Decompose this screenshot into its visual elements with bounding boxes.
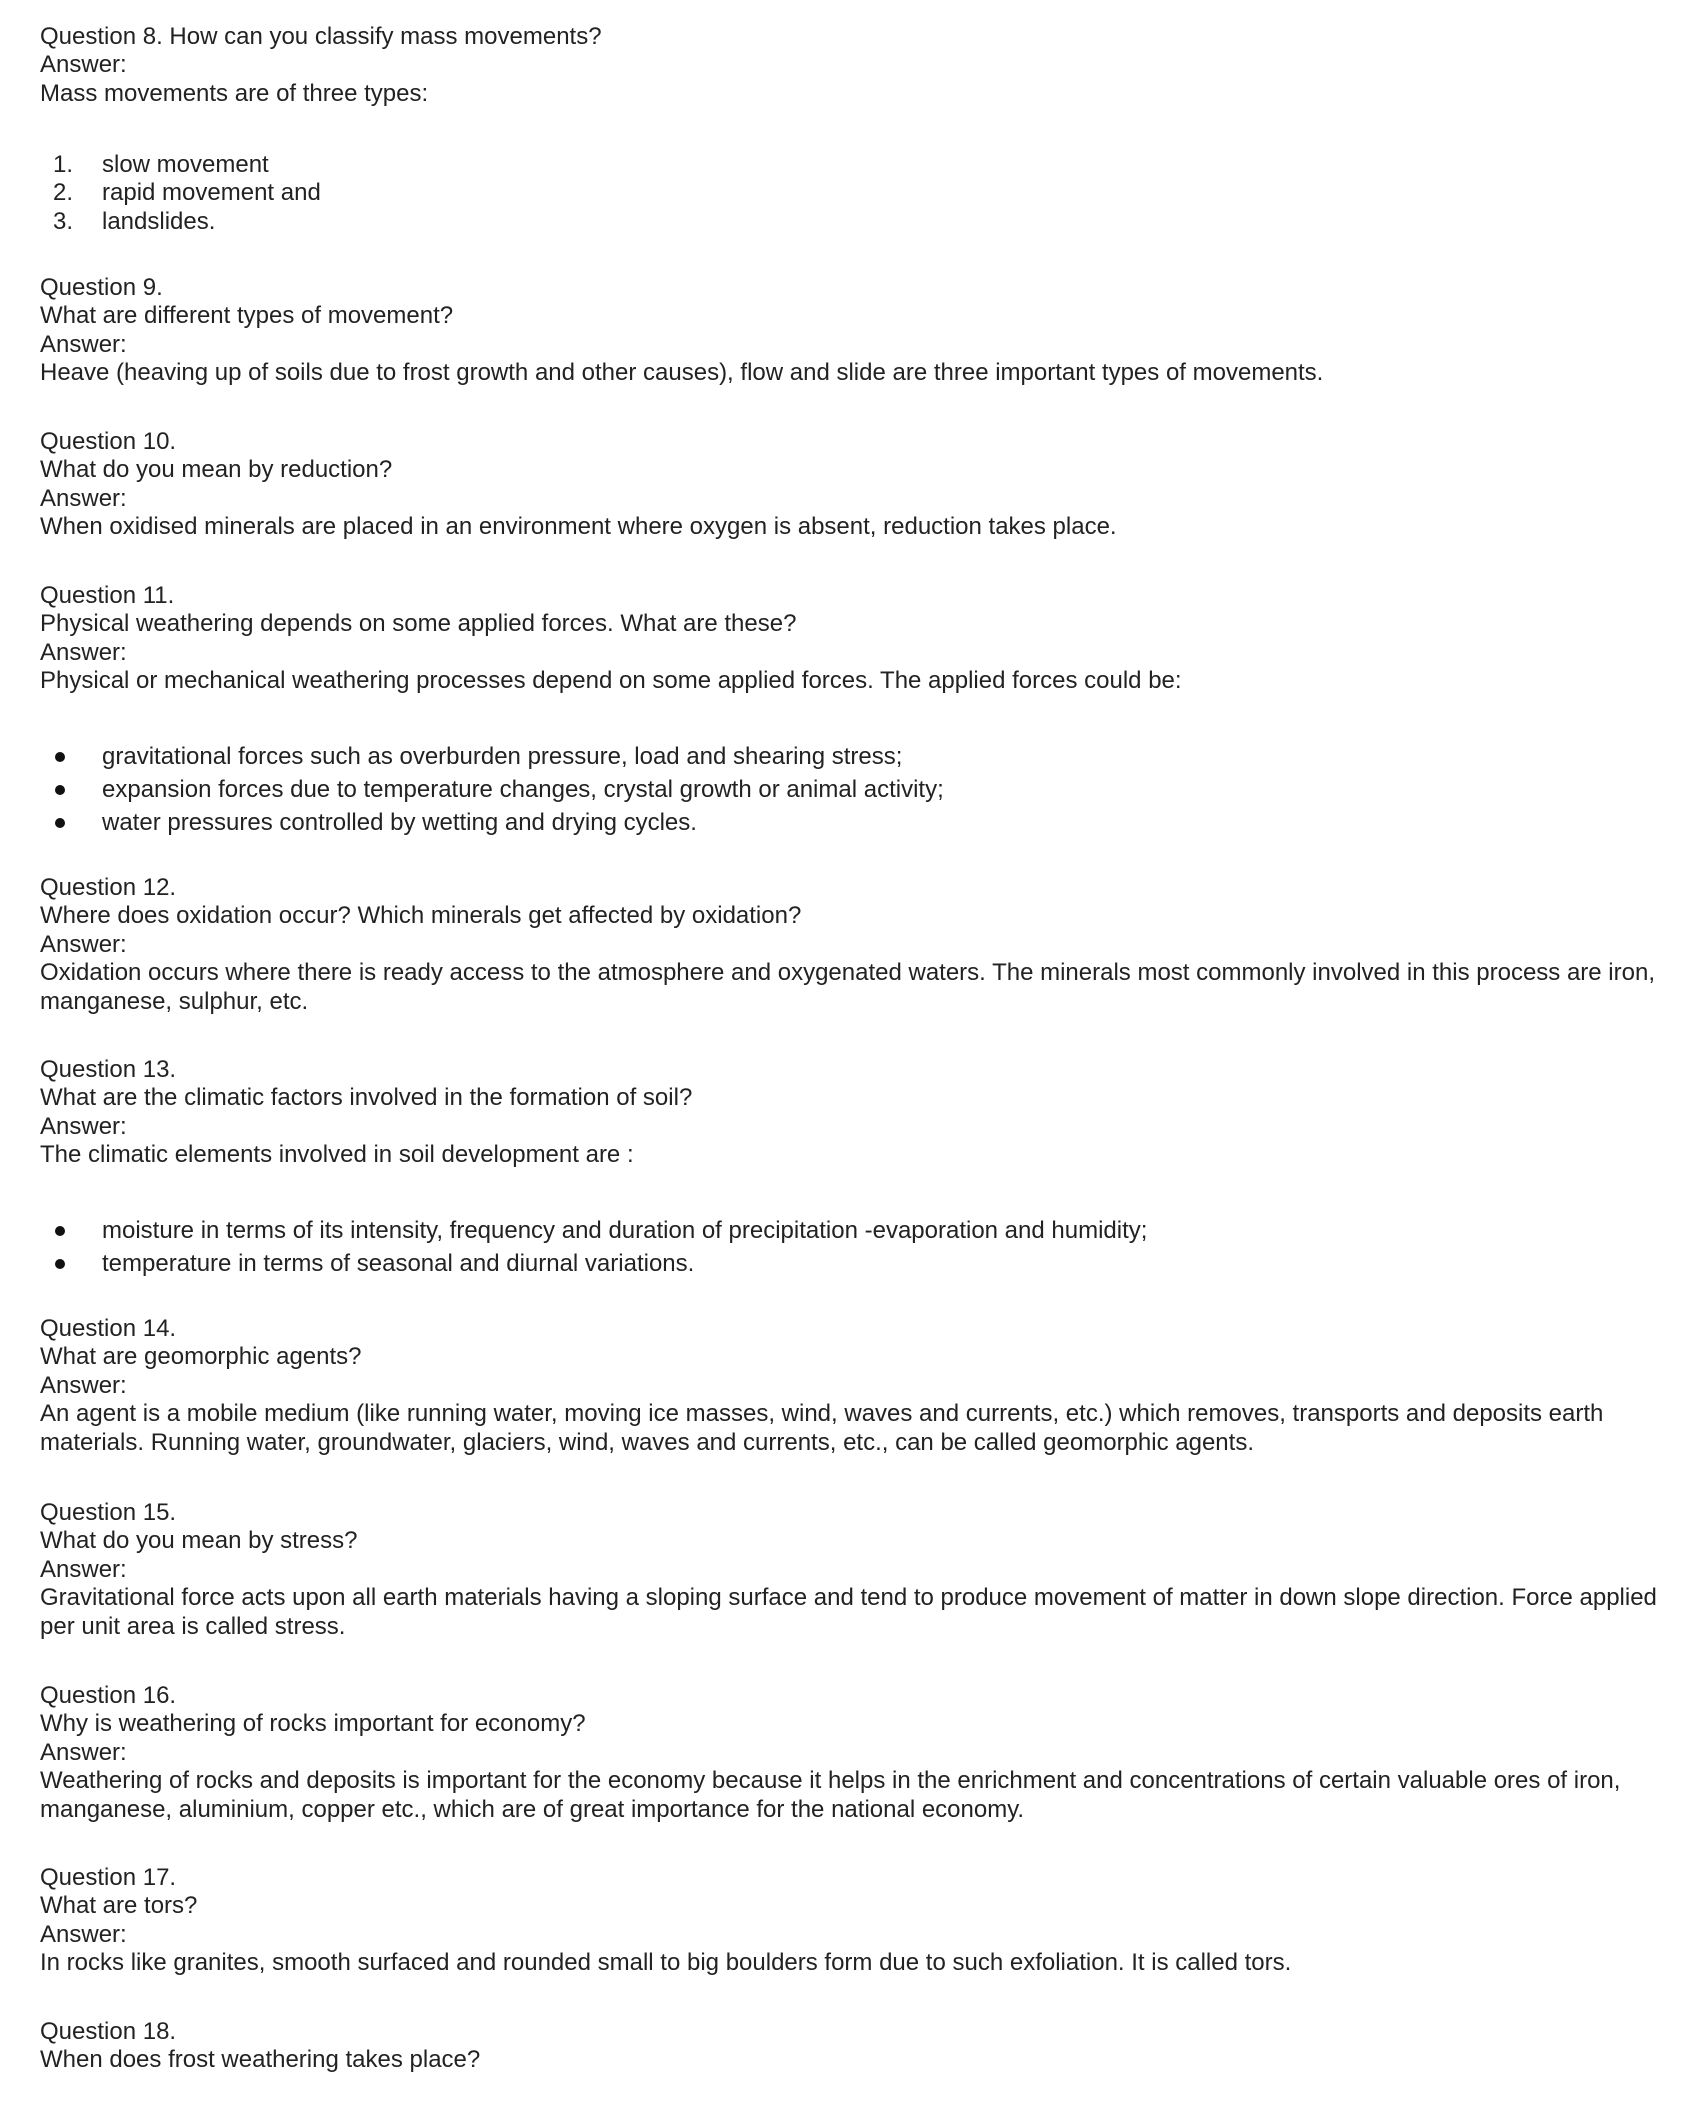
list-number: 2. [53,179,74,207]
question-14 [40,1315,1660,1457]
question-label: Question 11. [40,582,175,609]
list-number: 3. [53,207,74,235]
answer-text: The climatic elements involved in soil development are : [40,1141,634,1169]
answer-text: Mass movements are of three types: [40,79,429,107]
question-label: Question 13. [40,1056,177,1083]
list-item [40,208,1660,236]
question-18 [40,2018,1660,2075]
list-text: water pressures controlled by wetting and drying cycles. [102,809,697,836]
question-text: Why is weathering of rocks important for economy? [40,1710,586,1738]
question-text: What are geomorphic agents? [40,1343,362,1371]
bullet-list [40,1214,1660,1280]
bullet-list [40,740,1660,839]
question-11 [40,582,1660,836]
question-label: Question 14. [40,1315,177,1342]
list-text: moisture in terms of its intensity, frequency and duration of precipitation -evaporation and humidity; [102,1217,1148,1244]
question-label: Question 16. [40,1682,177,1709]
answer-label: Answer: [40,1112,127,1140]
answer-text: Gravitational force acts upon all earth materials having a sloping surface and tend to produce movement of matter in down slope direction. Force applied per unit area is called stress. [40,1584,1657,1640]
question-label: Question 17. [40,1864,177,1891]
numbered-list [40,151,1660,236]
bullet-icon [55,1226,65,1236]
question-15 [40,1499,1660,1641]
list-item [40,773,1660,806]
answer-label: Answer: [40,1738,127,1766]
question-10 [40,428,1660,542]
question-label: Question 9. [40,274,163,301]
question-label: Question 12. [40,874,177,901]
question-text: When does frost weathering takes place? [40,2046,481,2074]
answer-text: Weathering of rocks and deposits is important for the economy because it helps in the enrichment and concentrations of certain valuable ores of iron, manganese, aluminium, copper etc., which are of great importance for the national economy. [40,1767,1621,1823]
question-text: Question 8. How can you classify mass movements? [40,23,602,50]
question-9 [40,274,1660,388]
question-text: What do you mean by reduction? [40,456,393,484]
question-17 [40,1864,1660,1978]
list-item [40,806,1660,839]
question-label: Question 15. [40,1499,177,1526]
question-text: What do you mean by stress? [40,1527,358,1555]
answer-label: Answer: [40,638,127,666]
list-number: 1. [53,151,74,178]
bullet-icon [55,818,65,828]
answer-label: Answer: [40,930,127,958]
list-text: expansion forces due to temperature changes, crystal growth or animal activity; [102,776,944,803]
list-text: gravitational forces such as overburden pressure, load and shearing stress; [102,743,903,770]
list-text: landslides. [102,207,216,235]
answer-text: An agent is a mobile medium (like running water, moving ice masses, wind, waves and currents, etc.) which removes, transports and deposits earth materials. Running water, groundwater, glaciers, wind, waves and currents, etc., can be called geomorphic agents. [40,1400,1604,1456]
answer-label: Answer: [40,51,127,79]
bullet-icon [55,752,65,762]
question-text: Physical weathering depends on some applied forces. What are these? [40,610,797,638]
answer-text: Physical or mechanical weathering processes depend on some applied forces. The applied forces could be: [40,667,1182,695]
answer-text: Oxidation occurs where there is ready access to the atmosphere and oxygenated waters. The minerals most commonly involved in this process are iron, manganese, sulphur, etc. [40,959,1655,1015]
list-text: slow movement [102,151,269,178]
question-8 [40,23,1660,235]
list-item [40,1247,1660,1280]
question-label: Question 10. [40,428,177,455]
bullet-icon [55,1259,65,1269]
answer-text: In rocks like granites, smooth surfaced and rounded small to big boulders form due to such exfoliation. It is called tors. [40,1949,1292,1977]
question-text: What are different types of movement? [40,302,454,330]
answer-label: Answer: [40,330,127,358]
list-item [40,740,1660,773]
bullet-icon [55,785,65,795]
question-16 [40,1682,1660,1824]
answer-label: Answer: [40,1920,127,1948]
answer-text: When oxidised minerals are placed in an environment where oxygen is absent, reduction takes place. [40,513,1117,541]
list-item [40,179,1660,207]
list-item [40,1214,1660,1247]
list-text: rapid movement and [102,179,321,207]
question-text: Where does oxidation occur? Which minerals get affected by oxidation? [40,902,802,930]
question-13 [40,1056,1660,1277]
answer-label: Answer: [40,484,127,512]
question-12 [40,874,1660,1016]
list-text: temperature in terms of seasonal and diurnal variations. [102,1250,695,1277]
question-text: What are tors? [40,1892,198,1920]
answer-text: Heave (heaving up of soils due to frost growth and other causes), flow and slide are three important types of movements. [40,359,1324,387]
question-label: Question 18. [40,2018,177,2045]
answer-label: Answer: [40,1555,127,1583]
question-text: What are the climatic factors involved in the formation of soil? [40,1084,693,1112]
answer-label: Answer: [40,1371,127,1399]
list-item [40,151,1660,179]
